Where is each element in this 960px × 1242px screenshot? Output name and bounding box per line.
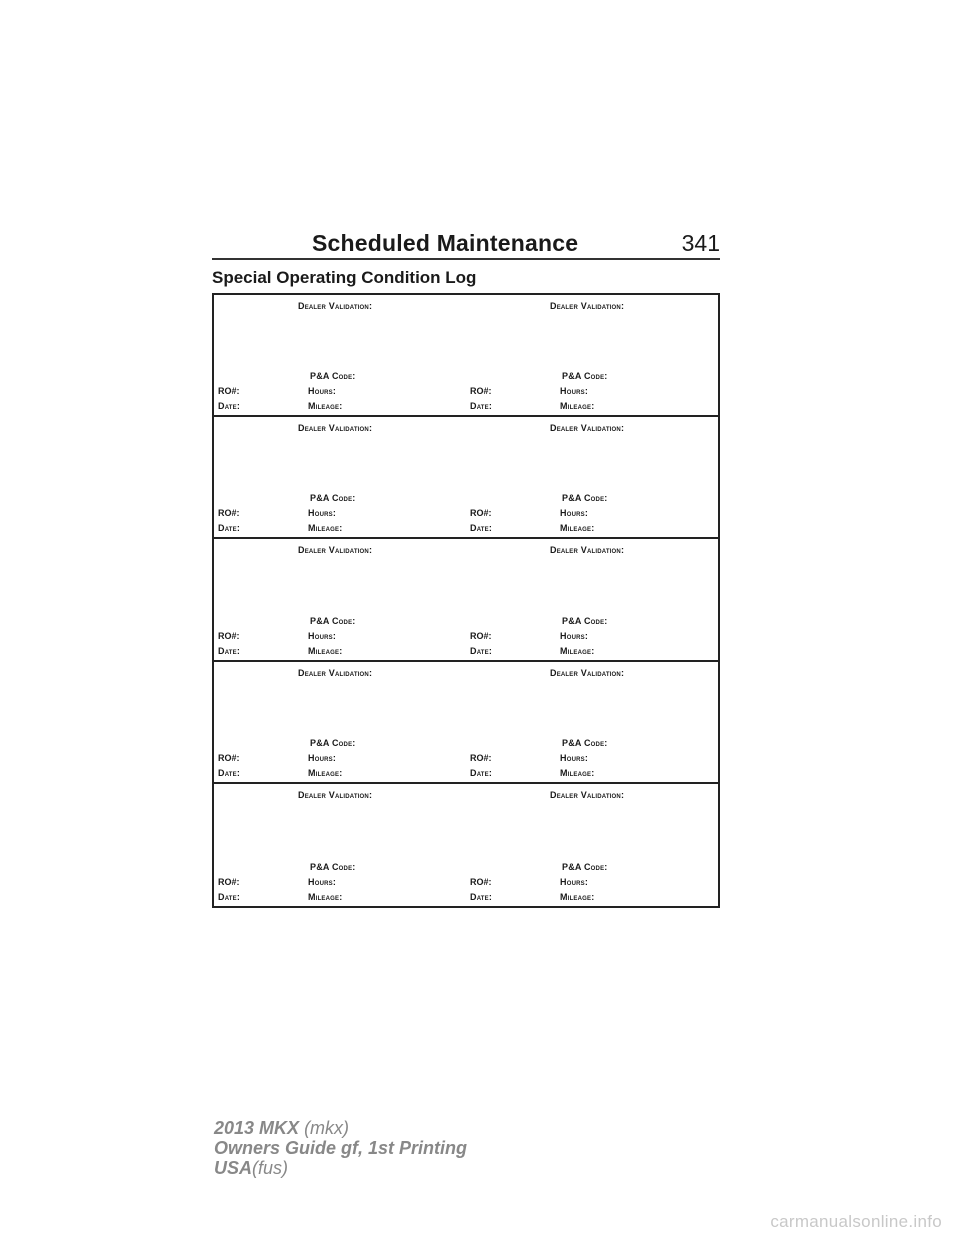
- mileage-label: Mileage:: [308, 891, 343, 902]
- log-entry: [466, 662, 718, 782]
- ro-label: RO#:: [470, 386, 492, 397]
- log-entry: [466, 295, 718, 415]
- log-entry: [466, 784, 718, 906]
- pa-code-label: P&A Code:: [562, 861, 608, 872]
- footer-printing: Owners Guide gf, 1st Printing: [214, 1138, 468, 1158]
- footer-line-market: [214, 1158, 467, 1178]
- pa-code-label: P&A Code:: [562, 493, 608, 504]
- log-entry: [466, 417, 718, 537]
- pa-code-label: P&A Code:: [310, 861, 356, 872]
- print-footer: [214, 1118, 467, 1178]
- log-entry: [214, 539, 466, 659]
- hours-label: Hours:: [308, 876, 337, 887]
- dealer-validation-label: Dealer Validation:: [550, 667, 625, 678]
- hours-label: Hours:: [308, 630, 337, 641]
- footer-line-model: [214, 1118, 467, 1138]
- mileage-label: Mileage:: [308, 401, 343, 412]
- dealer-validation-label: Dealer Validation:: [550, 423, 625, 434]
- hours-label: Hours:: [560, 386, 589, 397]
- mileage-label: Mileage:: [560, 523, 595, 534]
- pa-code-label: P&A Code:: [310, 737, 356, 748]
- date-label: Date:: [470, 523, 493, 534]
- mileage-label: Mileage:: [308, 523, 343, 534]
- ro-label: RO#:: [470, 508, 492, 519]
- ro-label: RO#:: [218, 630, 240, 641]
- dealer-validation-label: Dealer Validation:: [298, 423, 373, 434]
- log-title: Special Operating Condition Log: [212, 268, 477, 287]
- mileage-label: Mileage:: [560, 401, 595, 412]
- hours-label: Hours:: [560, 508, 589, 519]
- log-row: [214, 784, 718, 906]
- footer-line-printing: [214, 1138, 467, 1158]
- date-label: Date:: [218, 645, 241, 656]
- pa-code-label: P&A Code:: [310, 371, 356, 382]
- log-entry: [466, 539, 718, 659]
- ro-label: RO#:: [218, 876, 240, 887]
- ro-label: RO#:: [218, 386, 240, 397]
- dealer-validation-label: Dealer Validation:: [550, 301, 625, 311]
- mileage-label: Mileage:: [308, 767, 343, 778]
- log-row: [214, 662, 718, 784]
- pa-code-label: P&A Code:: [310, 615, 356, 626]
- mileage-label: Mileage:: [560, 767, 595, 778]
- footer-market: USA: [214, 1158, 253, 1178]
- ro-label: RO#:: [470, 876, 492, 887]
- log-row: [214, 417, 718, 539]
- mileage-label: Mileage:: [308, 645, 343, 656]
- date-label: Date:: [470, 891, 493, 902]
- date-label: Date:: [218, 767, 241, 778]
- hours-label: Hours:: [560, 630, 589, 641]
- hours-label: Hours:: [560, 752, 589, 763]
- dealer-validation-label: Dealer Validation:: [298, 301, 373, 311]
- dealer-validation-label: Dealer Validation:: [298, 667, 373, 678]
- pa-code-label: P&A Code:: [562, 371, 608, 382]
- ro-label: RO#:: [218, 752, 240, 763]
- dealer-validation-label: Dealer Validation:: [298, 789, 373, 800]
- section-title: Scheduled Maintenance: [312, 230, 579, 256]
- hours-label: Hours:: [308, 386, 337, 397]
- mileage-label: Mileage:: [560, 891, 595, 902]
- date-label: Date:: [470, 645, 493, 656]
- hours-label: Hours:: [560, 876, 589, 887]
- page-number: 341: [681, 230, 720, 256]
- date-label: Date:: [470, 401, 493, 412]
- ro-label: RO#:: [470, 752, 492, 763]
- hours-label: Hours:: [308, 508, 337, 519]
- dealer-validation-label: Dealer Validation:: [550, 789, 625, 800]
- log-entry: [214, 662, 466, 782]
- ro-label: RO#:: [218, 508, 240, 519]
- watermark: carmanualsonline.info: [770, 1212, 942, 1231]
- date-label: Date:: [218, 891, 241, 902]
- pa-code-label: P&A Code:: [562, 615, 608, 626]
- pa-code-label: P&A Code:: [310, 493, 356, 504]
- footer-model-code: (mkx): [304, 1118, 350, 1138]
- date-label: Date:: [218, 523, 241, 534]
- ro-label: RO#:: [470, 630, 492, 641]
- footer-market-code: (fus): [252, 1158, 289, 1178]
- log-row: [214, 539, 718, 661]
- dealer-validation-label: Dealer Validation:: [550, 545, 625, 556]
- page-header: [212, 228, 720, 260]
- date-label: Date:: [218, 401, 241, 412]
- log-entry: [214, 295, 466, 415]
- log-entry: [214, 784, 466, 906]
- log-entry: [214, 417, 466, 537]
- log-row: [214, 295, 718, 417]
- pa-code-label: P&A Code:: [562, 737, 608, 748]
- dealer-validation-label: Dealer Validation:: [298, 545, 373, 556]
- hours-label: Hours:: [308, 752, 337, 763]
- log-table: [212, 293, 720, 908]
- mileage-label: Mileage:: [560, 645, 595, 656]
- date-label: Date:: [470, 767, 493, 778]
- footer-model: 2013 MKX: [214, 1118, 300, 1138]
